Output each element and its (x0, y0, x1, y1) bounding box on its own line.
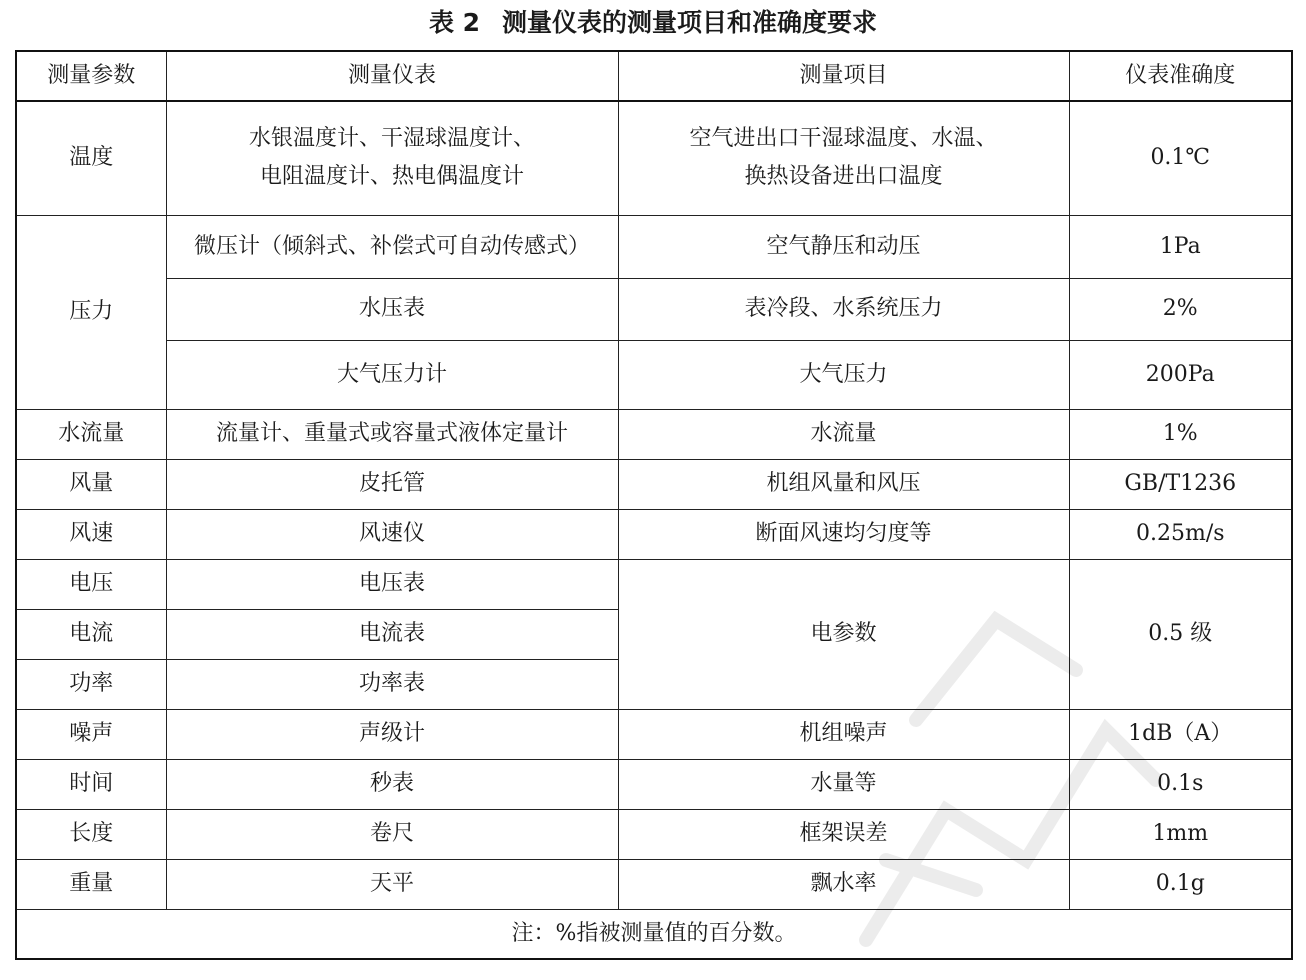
accuracy-cell: 0.5 级 (1069, 559, 1292, 709)
table-number: 表 2 (428, 8, 481, 37)
param-cell: 噪声 (16, 709, 166, 759)
header-item: 测量项目 (618, 51, 1069, 101)
item-cell: 机组风量和风压 (618, 459, 1069, 509)
item-cell: 断面风速均匀度等 (618, 509, 1069, 559)
accuracy-cell: 0.1g (1069, 859, 1292, 909)
table-row (16, 759, 1292, 809)
item-cell: 水流量 (618, 409, 1069, 459)
item-cell: 飘水率 (618, 859, 1069, 909)
table-row (16, 340, 1292, 409)
table-header-row (16, 51, 1292, 101)
param-cell: 长度 (16, 809, 166, 859)
instrument-cell: 微压计（倾斜式、补偿式可自动传感式） (166, 215, 618, 278)
accuracy-cell: 1Pa (1069, 215, 1292, 278)
param-cell: 风量 (16, 459, 166, 509)
table-row (16, 459, 1292, 509)
header-accuracy: 仪表准确度 (1069, 51, 1292, 101)
item-cell: 机组噪声 (618, 709, 1069, 759)
accuracy-cell: 0.1s (1069, 759, 1292, 809)
accuracy-cell: 0.1℃ (1069, 101, 1292, 215)
param-cell: 功率 (16, 659, 166, 709)
instrument-cell: 卷尺 (166, 809, 618, 859)
param-cell: 时间 (16, 759, 166, 809)
measurement-table (15, 50, 1293, 960)
accuracy-cell: 1% (1069, 409, 1292, 459)
instrument-cell: 声级计 (166, 709, 618, 759)
param-cell: 重量 (16, 859, 166, 909)
instrument-cell (166, 101, 618, 215)
item-line: 空气进出口干湿球温度、水温、 (689, 126, 998, 152)
table-row (16, 709, 1292, 759)
param-cell: 电压 (16, 559, 166, 609)
param-cell: 风速 (16, 509, 166, 559)
accuracy-cell: 1mm (1069, 809, 1292, 859)
table-row (16, 101, 1292, 215)
item-line: 换热设备进出口温度 (744, 164, 943, 190)
instrument-cell: 电流表 (166, 609, 618, 659)
table-row (16, 509, 1292, 559)
table-caption: 测量仪表的测量项目和准确度要求 (502, 8, 878, 37)
table-note: 注：%指被测量值的百分数。 (16, 909, 1292, 959)
table-title (0, 4, 1306, 42)
table-row (16, 859, 1292, 909)
instrument-cell: 皮托管 (166, 459, 618, 509)
table-row (16, 559, 1292, 609)
instrument-cell: 天平 (166, 859, 618, 909)
table-row (16, 278, 1292, 340)
item-cell: 表冷段、水系统压力 (618, 278, 1069, 340)
item-cell: 水量等 (618, 759, 1069, 809)
table-note-row (16, 909, 1292, 959)
instrument-cell: 大气压力计 (166, 340, 618, 409)
header-param: 测量参数 (16, 51, 166, 101)
accuracy-cell: GB/T1236 (1069, 459, 1292, 509)
instrument-cell: 风速仪 (166, 509, 618, 559)
accuracy-cell: 1dB（A） (1069, 709, 1292, 759)
instrument-cell: 秒表 (166, 759, 618, 809)
instrument-line: 电阻温度计、热电偶温度计 (259, 164, 524, 190)
param-cell: 压力 (16, 215, 166, 409)
item-cell: 空气静压和动压 (618, 215, 1069, 278)
table-row (16, 215, 1292, 278)
instrument-cell: 流量计、重量式或容量式液体定量计 (166, 409, 618, 459)
instrument-line: 水银温度计、干湿球温度计、 (248, 126, 535, 152)
param-cell: 电流 (16, 609, 166, 659)
instrument-cell: 功率表 (166, 659, 618, 709)
item-cell: 框架误差 (618, 809, 1069, 859)
item-cell (618, 101, 1069, 215)
param-cell: 温度 (16, 101, 166, 215)
accuracy-cell: 2% (1069, 278, 1292, 340)
accuracy-cell: 0.25m/s (1069, 509, 1292, 559)
table-row (16, 409, 1292, 459)
param-cell: 水流量 (16, 409, 166, 459)
header-instrument: 测量仪表 (166, 51, 618, 101)
table-row (16, 809, 1292, 859)
instrument-cell: 水压表 (166, 278, 618, 340)
accuracy-cell: 200Pa (1069, 340, 1292, 409)
instrument-cell: 电压表 (166, 559, 618, 609)
item-cell: 电参数 (618, 559, 1069, 709)
item-cell: 大气压力 (618, 340, 1069, 409)
